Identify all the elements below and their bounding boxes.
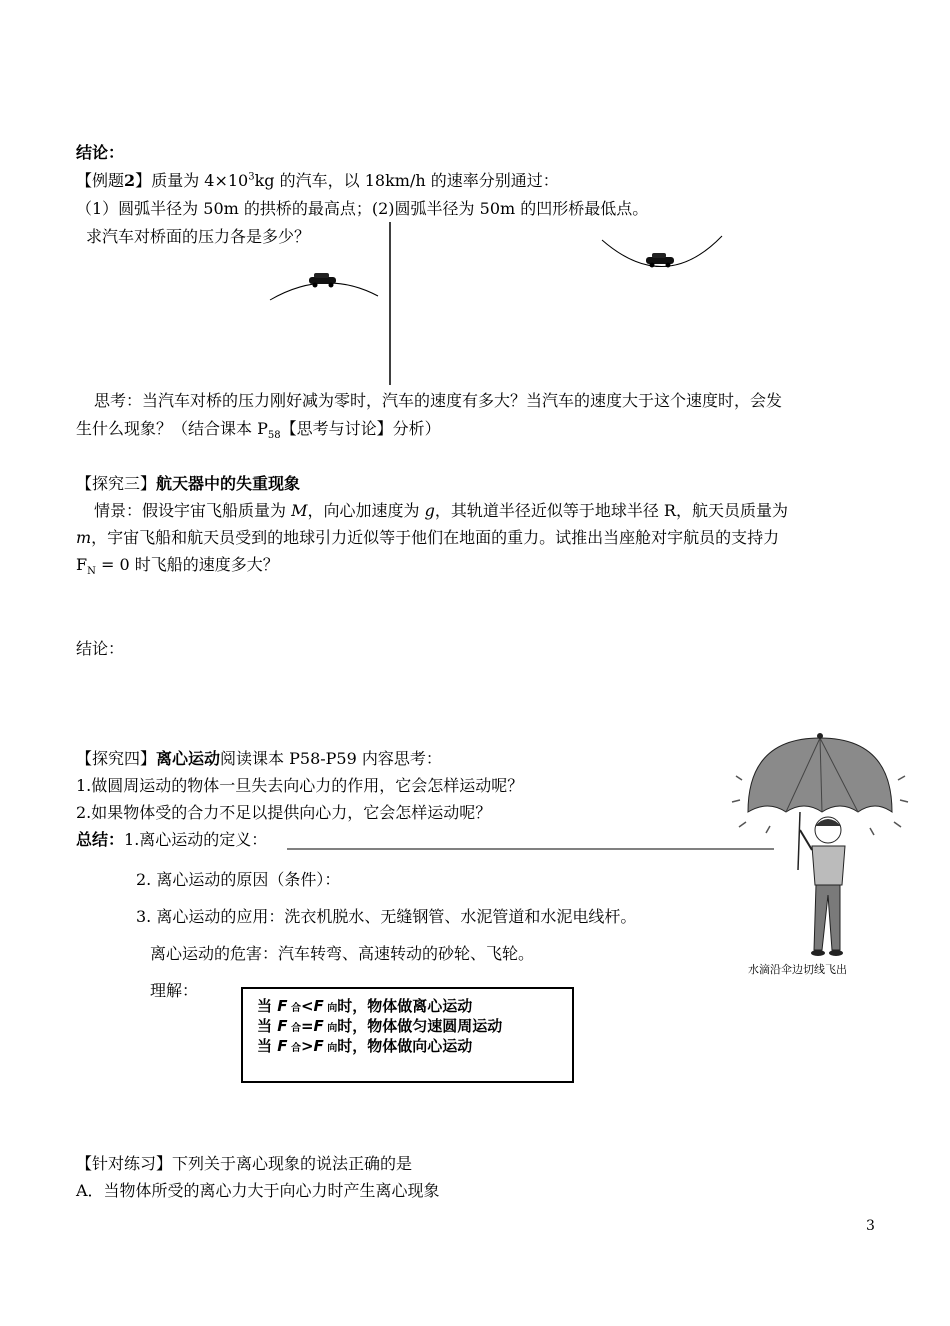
exercise-option-a: A．当物体所受的离心力大于向心力时产生离心现象 <box>76 1181 440 1200</box>
summary-line-5: 理解： <box>150 981 199 1000</box>
page-number: 3 <box>866 1218 875 1234</box>
understanding-box <box>241 987 574 1083</box>
example-2-line-1: 【例题2】质量为 $4\times 10^3kg$ 的汽车，以 18km/h 的速率分别通过： <box>76 171 559 190</box>
conclusion-2-label: 结论： <box>76 639 125 658</box>
think-line-1: 思考：当汽车对桥的压力刚好减为零时，汽车的速度有多大？当汽车的速度大于这个速度时，会发 <box>94 391 783 410</box>
summary-line-1: 总结：1.离心运动的定义： <box>76 830 268 849</box>
exercise-title: 【针对练习】下列关于离心现象的说法正确的是 <box>76 1154 413 1173</box>
box-row-centripetal: 当 F 合>F 向时，物体做向心运动 <box>257 1037 473 1055</box>
explore-3-line-2: m，宇宙飞船和航天员受到的地球引力近似等于他们在地面的重力。试推出当座舱对宇航员的支持力 <box>76 528 780 547</box>
box-row-centrifugal: 当 F 合<F 向时，物体做离心运动 <box>257 997 473 1015</box>
explore-4-q1: 1.做圆周运动的物体一旦失去向心力的作用，它会怎样运动呢？ <box>76 776 524 795</box>
summary-line-2: 2. 离心运动的原因（条件）： <box>136 870 341 889</box>
example-2-line-2: （1）圆弧半径为 50m 的拱桥的最高点；(2)圆弧半径为 50m 的凹形桥最低点。 <box>76 199 649 218</box>
explore-4-heading: 【探究四】离心运动阅读课本 P58-P59 内容思考： <box>76 749 442 768</box>
explore-3-heading: 【探究三】航天器中的失重现象 <box>76 474 301 493</box>
umbrella-caption: 水滴沿伞边切线飞出 <box>748 963 847 976</box>
think-line-2: 生什么现象？（结合课本 $P_{58}$【思考与讨论】分析） <box>76 419 441 442</box>
explore-3-line-3: $F_N = 0$ 时飞船的速度多大？ <box>76 555 279 578</box>
summary-line-3: 3. 离心运动的应用：洗衣机脱水、无缝钢管、水泥管道和水泥电线杆。 <box>136 907 637 926</box>
conclusion-label: 结论： <box>76 143 125 162</box>
summary-line-4: 离心运动的危害：汽车转弯、高速转动的砂轮、飞轮。 <box>150 944 535 963</box>
explore-4-q2: 2.如果物体受的合力不足以提供向心力，它会怎样运动呢？ <box>76 803 492 822</box>
example-2-question: 求汽车对桥面的压力各是多少？ <box>86 227 311 246</box>
box-row-uniform: 当 F 合=F 向时，物体做匀速圆周运动 <box>257 1017 503 1035</box>
explore-3-line-1: 情景：假设宇宙飞船质量为 M，向心加速度为 g，其轨道半径近似等于地球半径 R，航天员质量为 <box>94 501 788 520</box>
